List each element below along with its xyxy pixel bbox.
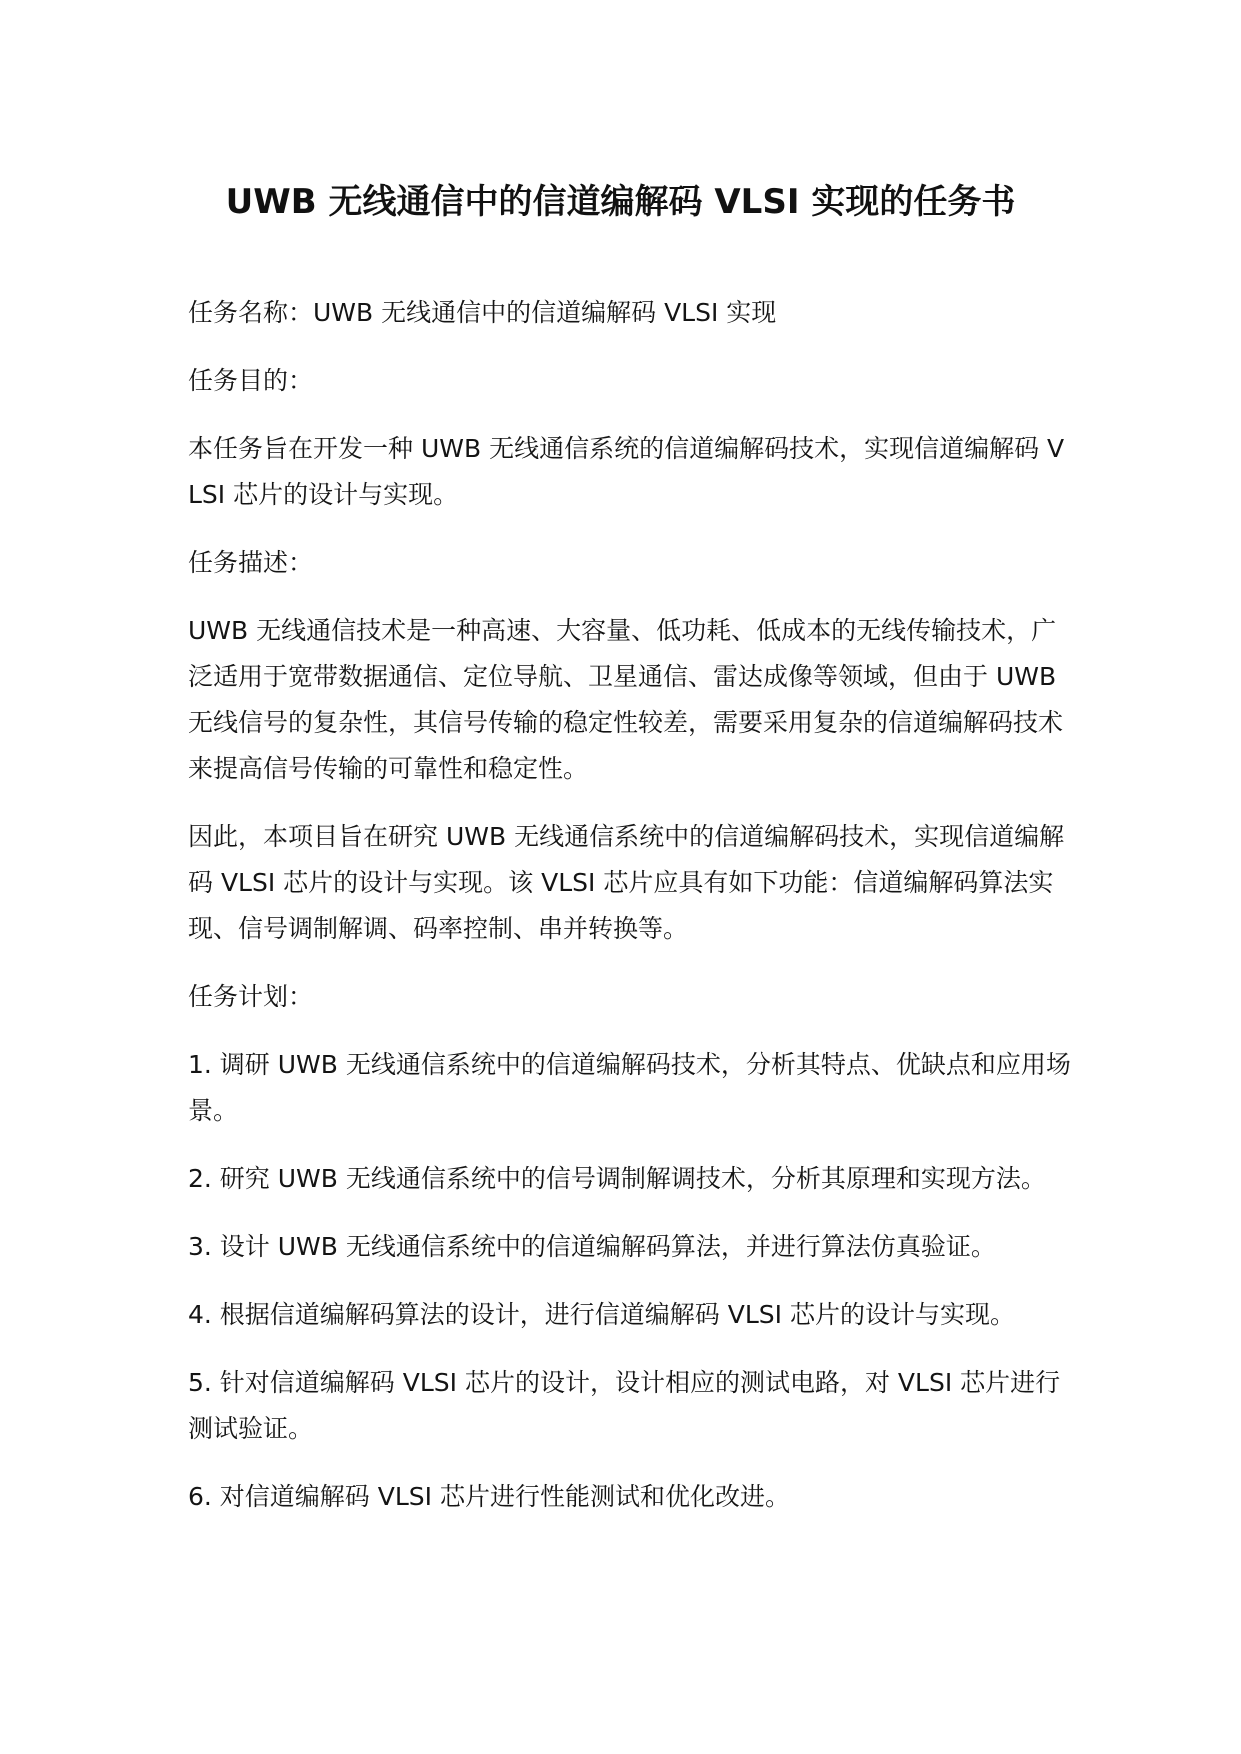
document-title: UWB 无线通信中的信道编解码 VLSI 实现的任务书 <box>225 182 1016 222</box>
task-name-line: 任务名称：UWB 无线通信中的信道编解码 VLSI 实现 <box>188 298 777 327</box>
task-description-heading: 任务描述： <box>188 548 314 577</box>
plan-item: 3. 设计 UWB 无线通信系统中的信道编解码算法，并进行算法仿真验证。 <box>188 1232 996 1261</box>
task-description-text: UWB 无线通信技术是一种高速、大容量、低功耗、低成本的无线传输技术，广泛适用于宽带数据通信、定位导航、卫星通信、雷达成像等领域，但由于 UWB 无线信号的复杂性，其信号传输的稳定性较差，需要采用复杂的信道编解码技术来提高信号传输的可靠性和稳定性。 <box>188 616 1064 783</box>
plan-item: 5. 针对信道编解码 VLSI 芯片的设计，设计相应的测试电路，对 VLSI 芯片进行测试验证。 <box>188 1368 1061 1443</box>
plan-item: 1. 调研 UWB 无线通信系统中的信道编解码技术，分析其特点、优缺点和应用场景。 <box>188 1050 1071 1125</box>
task-purpose-text: 本任务旨在开发一种 UWB 无线通信系统的信道编解码技术，实现信道编解码 VLSI 芯片的设计与实现。 <box>188 434 1065 509</box>
plan-item: 6. 对信道编解码 VLSI 芯片进行性能测试和优化改进。 <box>188 1482 790 1511</box>
task-plan-heading: 任务计划： <box>188 982 314 1011</box>
task-purpose-heading: 任务目的： <box>188 366 314 395</box>
project-goal-text: 因此，本项目旨在研究 UWB 无线通信系统中的信道编解码技术，实现信道编解码 VLSI 芯片的设计与实现。该 VLSI 芯片应具有如下功能：信道编解码算法实现、信号调制解调、码率控制、串并转换等。 <box>188 822 1065 943</box>
plan-item: 4. 根据信道编解码算法的设计，进行信道编解码 VLSI 芯片的设计与实现。 <box>188 1300 1015 1329</box>
document-body <box>188 290 1078 1542</box>
plan-item: 2. 研究 UWB 无线通信系统中的信号调制解调技术，分析其原理和实现方法。 <box>188 1164 1046 1193</box>
